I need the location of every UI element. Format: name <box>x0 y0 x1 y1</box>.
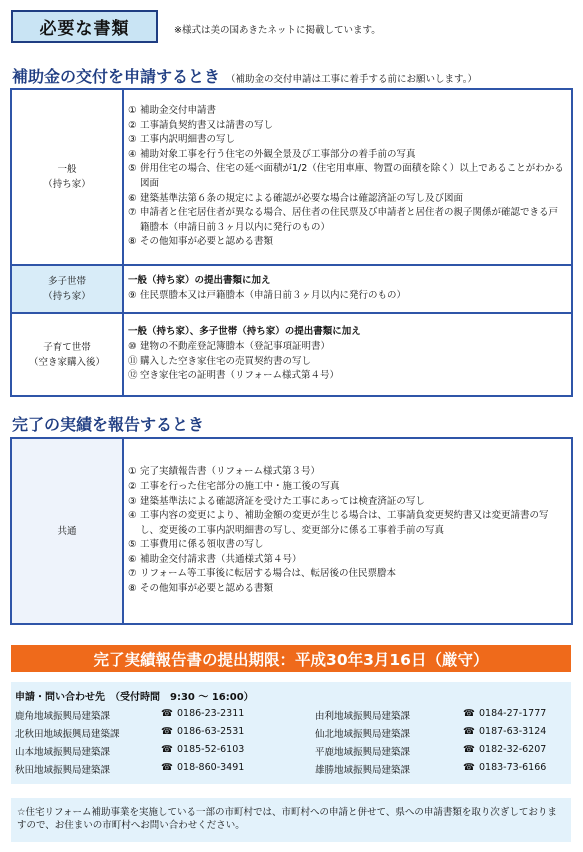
item-text: 補助金交付請求書（共通様式第４号） <box>140 553 302 565</box>
row-label-line2: （持ち家） <box>43 179 91 190</box>
section1-subtitle: （補助金の交付申請は工事に着手する前にお願いします。） <box>226 74 478 85</box>
contact-row <box>15 760 567 778</box>
row-items-common <box>123 438 572 624</box>
row-label-general <box>11 89 123 265</box>
row-label-multi-child <box>11 265 123 313</box>
table-row-multi-child <box>11 265 572 313</box>
item-number: ④ <box>128 148 137 160</box>
item-text: その他知事が必要と認める書類 <box>140 583 274 595</box>
item-number: ③ <box>128 495 137 507</box>
row-label-line1: 子育て世帯 <box>43 341 91 353</box>
list-item <box>128 538 567 553</box>
item-text: 建物の不動産登記簿謄本（登記事項証明書） <box>140 340 331 352</box>
list-item <box>128 509 567 538</box>
list-item <box>128 465 567 480</box>
list-item <box>128 340 567 355</box>
office-name: 北秋田地域振興局建築課 <box>15 729 120 740</box>
deadline-banner: 完了実績報告書の提出期限：平成30年3月16日（厳守） <box>11 645 571 672</box>
phone-number: 0184-27-1777 <box>479 708 547 719</box>
office-name: 雄勝地域振興局建築課 <box>315 765 411 776</box>
item-number: ⑧ <box>128 583 137 595</box>
header-note: ※様式は美の国あきたネットに掲載しています。 <box>174 25 381 36</box>
office-name: 鹿角地域振興局建築課 <box>15 711 111 722</box>
list-item <box>128 162 567 191</box>
contact-heading: 申請・問い合わせ先 （受付時間 9:30 ～ 16:00） <box>15 692 254 703</box>
phone-number: 0187-63-3124 <box>479 726 547 737</box>
footer-note: ☆住宅リフォーム補助事業を実施している一部の市町村では、市町村への申請と併せて、県への申請書類を取り次ぎしておりますので、お住まいの市町村へお問い合わせください。 <box>11 798 571 842</box>
list-item <box>128 192 567 207</box>
list-item <box>128 235 567 250</box>
item-text: 申請者と住宅居住者が異なる場合、居住者の住民票及び申請者と居住者の親子関係が確認できる戸籍謄本（申請日前３ヶ月以内に発行のもの） <box>140 207 559 233</box>
phone-icon: ☎ <box>161 708 173 719</box>
table-row-child-rearing <box>11 313 572 396</box>
contact-row <box>15 724 567 742</box>
contact-row <box>15 706 567 724</box>
item-number: ⑪ <box>128 355 138 367</box>
list-item <box>128 567 567 582</box>
item-text: 補助対象工事を行う住宅の外観全景及び工事部分の着手前の写真 <box>140 148 416 160</box>
row-label-line2: （空き家購入後） <box>28 356 105 368</box>
phone-icon: ☎ <box>161 726 173 737</box>
contact-panel <box>11 682 571 784</box>
item-number: ⑫ <box>128 370 138 382</box>
item-text: 工事費用に係る領収書の写し <box>140 539 264 551</box>
row-items-child-rearing <box>123 313 572 396</box>
item-text: 建築基準法第６条の規定による確認が必要な場合は確認済証の写し及び図面 <box>140 192 464 204</box>
list-item <box>128 355 567 370</box>
list-item <box>128 133 567 148</box>
row-lead-text: 一般（持ち家）の提出書類に加え <box>128 275 271 287</box>
list-item <box>128 582 567 597</box>
item-number: ⑥ <box>128 553 137 565</box>
office-name: 秋田地域振興局建築課 <box>15 765 111 776</box>
application-documents-table <box>10 88 573 397</box>
phone-number: 0186-23-2311 <box>177 708 245 719</box>
phone-number: 0182-32-6207 <box>479 744 547 755</box>
report-documents-table <box>10 437 573 625</box>
item-text: 工事請負契約書又は請書の写し <box>140 119 274 131</box>
phone-icon: ☎ <box>463 762 475 773</box>
section1-title-text: 補助金の交付を申請するとき <box>12 67 221 86</box>
office-name: 山本地域振興局建築課 <box>15 747 111 758</box>
item-text: 建築基準法による確認済証を受けた工事にあっては検査済証の写し <box>140 495 425 507</box>
row-label-child-rearing <box>11 313 123 396</box>
item-text: 補助金交付申請書 <box>140 105 217 117</box>
phone-icon: ☎ <box>161 744 173 755</box>
item-text: 工事内訳明細書の写し <box>140 134 236 146</box>
item-number: ⑤ <box>128 539 137 551</box>
list-item <box>128 289 567 304</box>
office-name: 平鹿地域振興局建築課 <box>315 747 411 758</box>
list-item <box>128 369 567 384</box>
list-item <box>128 104 567 119</box>
item-text: その他知事が必要と認める書類 <box>140 236 274 248</box>
table-row-general <box>11 89 572 265</box>
item-number: ④ <box>128 510 137 522</box>
contact-row <box>15 742 567 760</box>
item-number: ⑦ <box>128 568 137 580</box>
row-label-line1: 一般 <box>57 164 77 175</box>
list-item <box>128 480 567 495</box>
item-number: ⑩ <box>128 340 137 352</box>
list-item <box>128 148 567 163</box>
item-number: ⑤ <box>128 163 137 175</box>
row-items-multi-child <box>123 265 572 313</box>
item-number: ⑨ <box>128 290 137 301</box>
section-title-application <box>12 64 477 87</box>
item-text: 工事内容の変更により、補助金額の変更が生じる場合は、工事請負変更契約書又は変更請書の写し、変更後の工事内訳明細書の写し、変更部分に係る工事着手前の写真 <box>140 510 549 536</box>
item-number: ⑥ <box>128 192 137 204</box>
item-number: ② <box>128 480 137 492</box>
item-number: ① <box>128 466 137 478</box>
row-label-line1: 多子世帯 <box>47 276 86 287</box>
list-item <box>128 495 567 510</box>
item-text: リフォーム等工事後に転居する場合は、転居後の住民票謄本 <box>140 568 397 580</box>
phone-number: 0183-73-6166 <box>479 762 547 773</box>
phone-icon: ☎ <box>463 726 475 737</box>
phone-number: 0186-63-2531 <box>177 726 245 737</box>
table-row-common <box>11 438 572 624</box>
phone-icon: ☎ <box>463 708 475 719</box>
phone-icon: ☎ <box>463 744 475 755</box>
list-item <box>128 206 567 235</box>
item-number: ② <box>128 119 137 131</box>
phone-number: 0185-52-6103 <box>177 744 245 755</box>
phone-number: 018-860-3491 <box>177 762 245 773</box>
item-number: ⑧ <box>128 236 137 248</box>
item-text: 工事を行った住宅部分の施工中・施工後の写真 <box>140 480 340 492</box>
item-text: 購入した空き家住宅の売買契約書の写し <box>140 355 312 367</box>
section-title-report: 完了の実績を報告するとき <box>12 415 205 434</box>
item-number: ⑦ <box>128 207 137 219</box>
item-text: 併用住宅の場合、住宅の延べ面積が1/2（住宅用車庫、物置の面積を除く）以上であることがわかる図面 <box>140 163 564 189</box>
item-text: 住民票謄本又は戸籍謄本（申請日前３ヶ月以内に発行のもの） <box>140 290 407 301</box>
row-lead-text: 一般（持ち家）、多子世帯（持ち家）の提出書類に加え <box>128 326 361 338</box>
row-label-line2: （持ち家） <box>43 291 91 302</box>
list-item <box>128 119 567 134</box>
phone-icon: ☎ <box>161 762 173 773</box>
section-heading-required-documents: 必要な書類 <box>11 10 158 43</box>
list-item <box>128 553 567 568</box>
row-label-common: 共通 <box>11 438 123 624</box>
item-number: ① <box>128 105 137 117</box>
office-name: 仙北地域振興局建築課 <box>315 729 411 740</box>
item-text: 完了実績報告書（リフォーム様式第３号） <box>140 466 321 478</box>
item-number: ③ <box>128 134 137 146</box>
office-name: 由利地域振興局建築課 <box>315 711 411 722</box>
item-text: 空き家住宅の証明書（リフォーム様式第４号） <box>140 370 340 382</box>
row-items-general <box>123 89 572 265</box>
